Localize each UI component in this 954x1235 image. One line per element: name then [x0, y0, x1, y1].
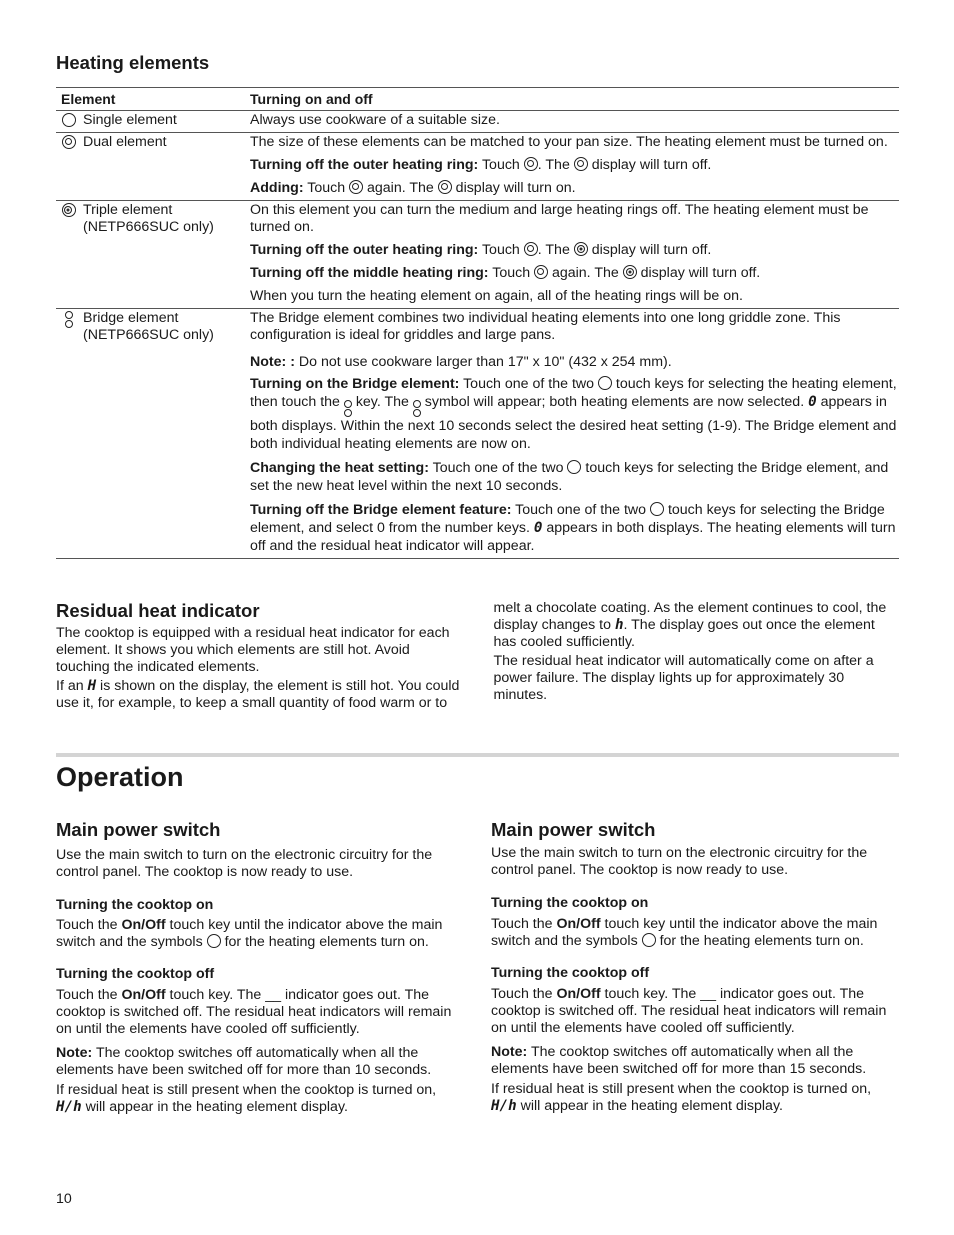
dual-outer-ring-instruction: Turning off the outer heating ring: Touch . The display will turn off.: [250, 157, 712, 173]
triple-rings-on-text: When you turn the heating element on again, all of the heating rings will be on.: [250, 288, 743, 304]
triple-element-desc: On this element you can turn the medium and large heating rings off. The heating element must be turned on.: [250, 202, 869, 235]
residual-heat-hot-text: If an H is shown on the display, the element is still hot. You could use it, for example, to keep a small quantity of food warm or to melt a chocolate coating. As the element continues to cool, the display changes to h. The display goes out once the element has cooled sufficiently.: [56, 600, 887, 711]
dual-element-icon: [60, 134, 77, 197]
turning-on-text: Touch the On/Off touch key until the indicator above the main switch and the symbols for the heating elements turn on.: [56, 917, 443, 950]
bridge-element-icon: [60, 310, 77, 555]
dual-display-icon: [574, 157, 588, 171]
display-hh-glyph: H/h: [491, 1098, 517, 1114]
turning-on-heading: Turning the cooktop on: [56, 897, 214, 913]
turning-off-heading: Turning the cooktop off: [56, 966, 215, 982]
single-element-icon: [598, 376, 612, 390]
single-element-icon: [642, 933, 656, 947]
triple-element-icon: [60, 202, 77, 305]
residual-heat-title: Residual heat indicator: [56, 600, 260, 621]
bridge-key-icon: [344, 400, 352, 417]
auto-off-note: Note: The cooktop switches off automatically when all the elements have been switched off for more than 15 seconds.: [491, 1044, 867, 1077]
residual-heat-power-failure-text: The residual heat indicator will automatically come on after a power failure. The display lights up for approximately 30 minutes.: [493, 653, 874, 703]
main-power-switch-intro: Use the main switch to turn on the electronic circuitry for the control panel. The cooktop is now ready to use.: [56, 847, 433, 880]
table-row-single: [56, 111, 899, 133]
auto-off-note: Note: The cooktop switches off automatically when all the elements have been switched off for more than 10 seconds.: [56, 1045, 432, 1078]
bridge-note: Note: : Do not use cookware larger than 17" x 10" (432 x 254 mm).: [250, 354, 672, 370]
single-element-label: Single element: [83, 112, 177, 128]
residual-heat-display-text: If residual heat is still present when the cooktop is turned on, H/h will appear in the heating element display.: [491, 1081, 872, 1114]
heating-elements-table: [56, 87, 899, 559]
table-row-bridge: [56, 309, 899, 559]
single-element-icon: [567, 460, 581, 474]
table-header: [56, 87, 899, 111]
operation-left-column: [56, 819, 462, 1122]
dual-ring-icon: [534, 265, 548, 279]
table-row-triple: [56, 201, 899, 309]
dual-ring-icon: [524, 157, 538, 171]
turning-off-text: Touch the On/Off touch key. The __ indicator goes out. The cooktop is switched off. The residual heat indicators will remain on until the elements have cooled off sufficiently.: [56, 987, 452, 1037]
triple-element-label: Triple element: [83, 202, 173, 218]
main-power-switch-title: Main power switch: [491, 819, 656, 840]
residual-heat-display-text: If residual heat is still present when the cooktop is turned on, H/h will appear in the heating element display.: [56, 1082, 437, 1115]
display-segment-glyph: 0: [533, 520, 543, 536]
triple-display-icon: [574, 242, 588, 256]
operation-right-column: [491, 819, 899, 1121]
dual-element-label: Dual element: [83, 134, 167, 150]
main-power-switch-title: Main power switch: [56, 819, 221, 840]
triple-display-icon: [623, 265, 637, 279]
operation-title: Operation: [56, 762, 184, 792]
triple-middle-ring-instruction: Turning off the middle heating ring: Touch again. The display will turn off.: [250, 265, 761, 281]
residual-heat-section: [56, 600, 899, 712]
dual-ring-icon: [524, 242, 538, 256]
section-divider: [56, 753, 899, 757]
display-segment-glyph: 0: [808, 394, 817, 410]
table-row-dual: [56, 133, 899, 201]
single-element-icon: [207, 934, 221, 948]
single-element-icon: [650, 502, 664, 516]
display-h-glyph: H: [87, 678, 97, 694]
bridge-element-model: (NETP666SUC only): [83, 327, 214, 343]
turning-on-text: Touch the On/Off touch key until the indicator above the main switch and the symbols for the heating elements turn on.: [491, 916, 878, 949]
page-number: 10: [56, 1191, 72, 1207]
turning-off-heading: Turning the cooktop off: [491, 965, 650, 981]
bridge-change-heat-instruction: Changing the heat setting: Touch one of the two touch keys for selecting the Bridge element, and set the new heat level within the next 10 seconds.: [250, 460, 889, 494]
turning-off-text: Touch the On/Off touch key. The __ indicator goes out. The cooktop is switched off. The residual heat indicators will remain on until the elements have cooled off sufficiently.: [491, 986, 887, 1036]
column-header-element: Element: [61, 90, 116, 107]
dual-ring-icon: [349, 180, 363, 194]
heating-elements-title: Heating elements: [56, 52, 210, 73]
single-element-text: Always use cookware of a suitable size.: [250, 112, 500, 128]
bridge-turn-off-instruction: Turning off the Bridge element feature: Touch one of the two touch keys for selecting the Bridge element, and select 0 from the number keys. 0 appears in both displays. The heating elements will turn off and the residual heat indicator will appear.: [250, 502, 896, 554]
dual-element-desc: The size of these elements can be matched to your pan size. The heating element must be turned on.: [250, 134, 888, 150]
bridge-element-desc: The Bridge element combines two individual heating elements into one long griddle zone. This configuration is ideal for griddles and large pans.: [250, 310, 841, 343]
bridge-turn-on-instruction: Turning on the Bridge element: Touch one of the two touch keys for selecting the heating element, then touch the key. The symbol will appear; both heating elements are now selected. 0 appears in both displays. Within the next 10 seconds select the desired heat setting (1-9). The Bridge element and both individual heating elements are now on.: [250, 376, 897, 452]
dual-adding-instruction: Adding: Touch again. The display will turn on.: [250, 180, 576, 196]
bridge-element-label: Bridge element: [83, 310, 179, 326]
main-power-switch-intro: Use the main switch to turn on the electronic circuitry for the control panel. The cooktop is now ready to use.: [491, 845, 868, 878]
triple-element-model: (NETP666SUC only): [83, 219, 214, 235]
single-element-icon: [60, 112, 77, 129]
triple-outer-ring-instruction: Turning off the outer heating ring: Touch . The display will turn off.: [250, 242, 712, 258]
residual-heat-intro: The cooktop is equipped with a residual heat indicator for each element. It shows you which elements are still hot. Avoid touching the indicated elements.: [56, 625, 450, 675]
display-small-h-glyph: h: [614, 617, 624, 633]
bridge-symbol-icon: [413, 400, 421, 417]
dual-display-icon: [438, 180, 452, 194]
display-hh-glyph: H/h: [56, 1099, 82, 1115]
column-header-turning: Turning on and off: [250, 90, 373, 107]
turning-on-heading: Turning the cooktop on: [491, 895, 649, 911]
